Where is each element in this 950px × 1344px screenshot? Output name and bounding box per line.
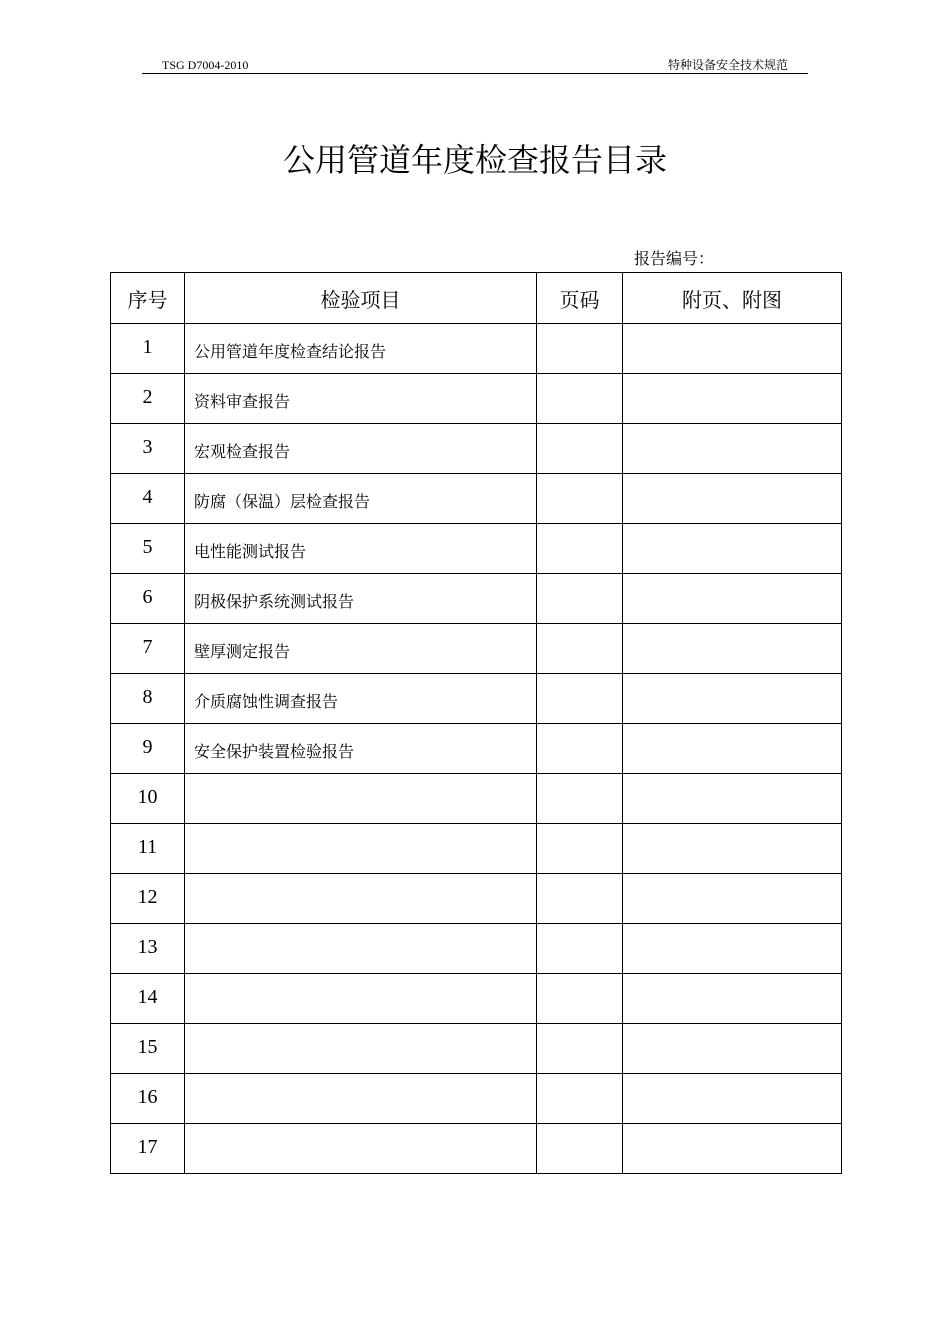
row-page-cell[interactable] <box>537 824 623 874</box>
row-item: 安全保护装置检验报告 <box>185 724 537 774</box>
table-row <box>111 774 842 824</box>
page-title: 公用管道年度检查报告目录 <box>282 141 667 179</box>
table-row <box>111 924 842 974</box>
row-attachment-cell[interactable] <box>623 324 842 374</box>
row-number: 15 <box>111 1024 185 1074</box>
row-item: 壁厚测定报告 <box>185 624 537 674</box>
row-attachment-cell[interactable] <box>623 724 842 774</box>
row-item <box>185 1124 537 1174</box>
row-page-cell[interactable] <box>537 924 623 974</box>
report-number-label: 报告编号： <box>634 249 715 268</box>
row-number: 17 <box>111 1124 185 1174</box>
column-header-attachment: 附页、附图 <box>623 273 842 324</box>
row-number: 10 <box>111 774 185 824</box>
row-page-cell[interactable] <box>537 774 623 824</box>
table-row <box>111 524 842 574</box>
row-number: 6 <box>111 574 185 624</box>
row-number: 14 <box>111 974 185 1024</box>
row-number: 16 <box>111 1074 185 1124</box>
row-number: 3 <box>111 424 185 474</box>
row-page-cell[interactable] <box>537 1024 623 1074</box>
header-standard-code: TSG D7004-2010 <box>162 58 249 72</box>
row-page-cell[interactable] <box>537 374 623 424</box>
row-page-cell[interactable] <box>537 574 623 624</box>
page-header <box>142 58 808 74</box>
row-page-cell[interactable] <box>537 474 623 524</box>
row-item: 防腐（保温）层检查报告 <box>185 474 537 524</box>
row-attachment-cell[interactable] <box>623 624 842 674</box>
table-row <box>111 824 842 874</box>
column-header-page: 页码 <box>537 273 623 324</box>
table-row <box>111 474 842 524</box>
table-row <box>111 624 842 674</box>
row-attachment-cell[interactable] <box>623 1074 842 1124</box>
row-item: 介质腐蚀性调查报告 <box>185 674 537 724</box>
row-page-cell[interactable] <box>537 874 623 924</box>
row-number: 13 <box>111 924 185 974</box>
row-item <box>185 1074 537 1124</box>
column-header-number: 序号 <box>111 273 185 324</box>
table-row <box>111 424 842 474</box>
row-attachment-cell[interactable] <box>623 424 842 474</box>
contents-table <box>110 272 842 1174</box>
row-number: 4 <box>111 474 185 524</box>
table-row <box>111 1024 842 1074</box>
table-row <box>111 874 842 924</box>
row-item <box>185 974 537 1024</box>
row-attachment-cell[interactable] <box>623 374 842 424</box>
row-page-cell[interactable] <box>537 724 623 774</box>
row-item: 宏观检查报告 <box>185 424 537 474</box>
table-row <box>111 724 842 774</box>
row-number: 11 <box>111 824 185 874</box>
row-page-cell[interactable] <box>537 524 623 574</box>
row-attachment-cell[interactable] <box>623 1124 842 1174</box>
row-item: 阴极保护系统测试报告 <box>185 574 537 624</box>
row-item: 公用管道年度检查结论报告 <box>185 324 537 374</box>
row-attachment-cell[interactable] <box>623 574 842 624</box>
row-number: 5 <box>111 524 185 574</box>
row-number: 9 <box>111 724 185 774</box>
table-row <box>111 574 842 624</box>
row-page-cell[interactable] <box>537 1124 623 1174</box>
row-number: 1 <box>111 324 185 374</box>
table-row <box>111 1074 842 1124</box>
row-attachment-cell[interactable] <box>623 474 842 524</box>
row-item: 电性能测试报告 <box>185 524 537 574</box>
row-page-cell[interactable] <box>537 624 623 674</box>
table-body <box>111 324 842 1174</box>
table-row <box>111 324 842 374</box>
row-number: 2 <box>111 374 185 424</box>
row-page-cell[interactable] <box>537 324 623 374</box>
row-item <box>185 874 537 924</box>
table-row <box>111 1124 842 1174</box>
row-attachment-cell[interactable] <box>623 924 842 974</box>
row-page-cell[interactable] <box>537 974 623 1024</box>
row-attachment-cell[interactable] <box>623 824 842 874</box>
row-item <box>185 924 537 974</box>
table-header-row <box>111 273 842 324</box>
row-attachment-cell[interactable] <box>623 774 842 824</box>
row-attachment-cell[interactable] <box>623 1024 842 1074</box>
row-number: 7 <box>111 624 185 674</box>
row-item <box>185 1024 537 1074</box>
row-attachment-cell[interactable] <box>623 974 842 1024</box>
table-row <box>111 974 842 1024</box>
column-header-item: 检验项目 <box>185 273 537 324</box>
row-page-cell[interactable] <box>537 424 623 474</box>
row-item <box>185 774 537 824</box>
row-number: 12 <box>111 874 185 924</box>
row-attachment-cell[interactable] <box>623 874 842 924</box>
row-number: 8 <box>111 674 185 724</box>
row-attachment-cell[interactable] <box>623 524 842 574</box>
row-attachment-cell[interactable] <box>623 674 842 724</box>
row-page-cell[interactable] <box>537 674 623 724</box>
row-item: 资料审查报告 <box>185 374 537 424</box>
table-row <box>111 674 842 724</box>
row-page-cell[interactable] <box>537 1074 623 1124</box>
header-standard-category: 特种设备安全技术规范 <box>667 58 788 72</box>
table-row <box>111 374 842 424</box>
row-item <box>185 824 537 874</box>
